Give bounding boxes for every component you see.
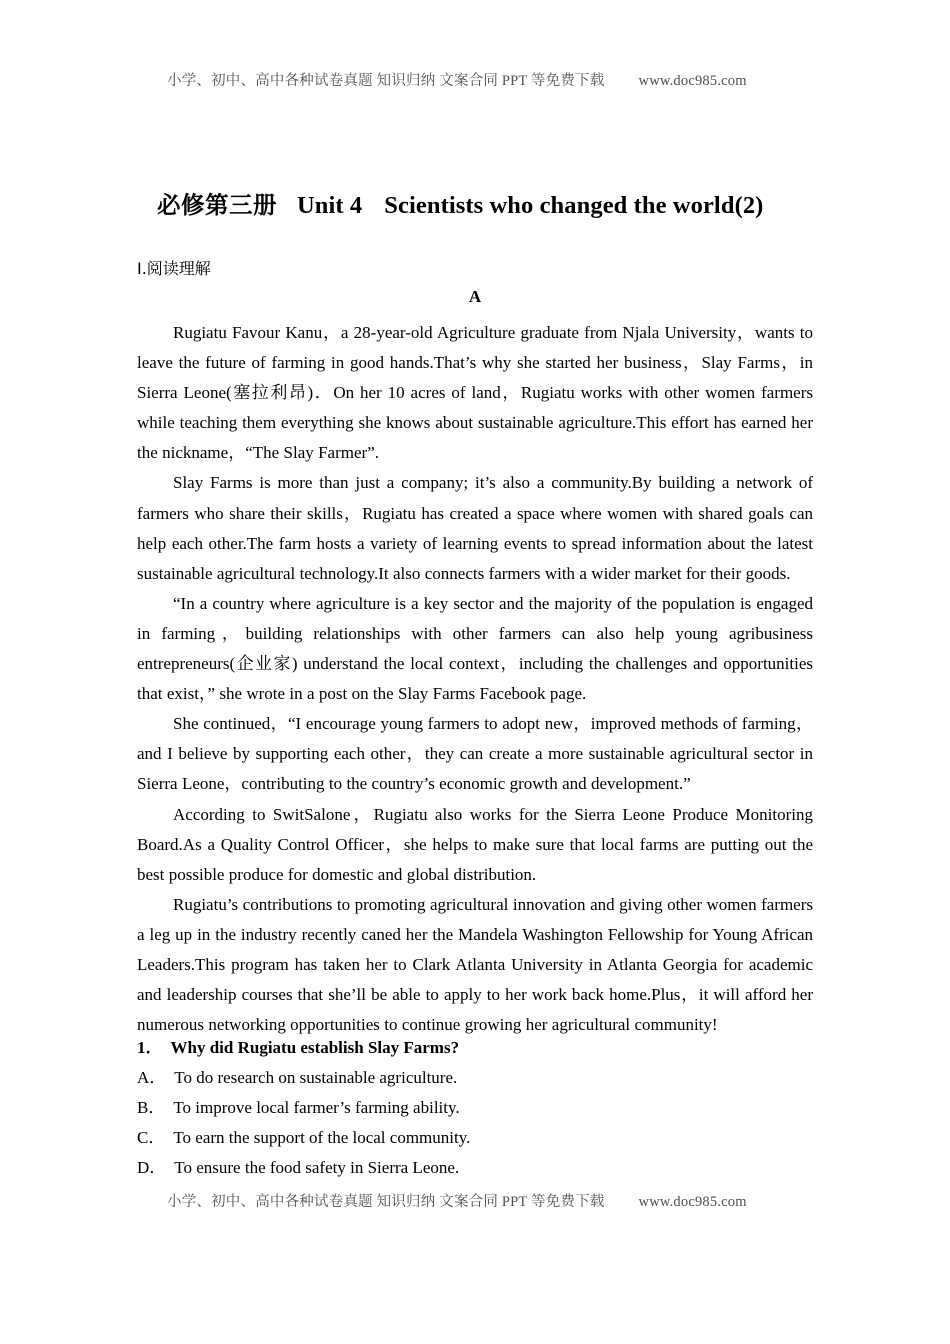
question-option-d[interactable] — [137, 1153, 813, 1183]
passage-paragraph: Slay Farms is more than just a company; it’s also a community.By building a network of farmers who share their skills，Rugiatu has created a space where women with shared goals can help each other.The farm hosts a variety of learning events to spread information about the latest sustainable agricultural technology.It also connects farmers with a wider market for their goods. — [137, 473, 813, 583]
passage-paragraph: Rugiatu Favour Kanu，a 28-year-old Agriculture graduate from Njala University，wants to leave the future of farming in good hands.That’s why she started her business，Slay Farms，in Sierra Leone(塞拉利昂)．On her 10 acres of land，Rugiatu works with other women farmers while teaching them everything she knows about sustainable agriculture.This effort has earned her the nickname，“The Slay Farmer”. — [137, 323, 813, 463]
header-watermark-text: 小学、初中、高中各种试卷真题 知识归纳 文案合同 PPT 等免费下载 — [167, 73, 605, 89]
footer-watermark-url: www.doc985.com — [638, 1194, 747, 1210]
section-heading — [137, 256, 211, 279]
question-stem-text: Why did Rugiatu establish Slay Farms? — [170, 1038, 460, 1057]
footer-watermark-text: 小学、初中、高中各种试卷真题 知识归纳 文案合同 PPT 等免费下载 — [167, 1194, 605, 1210]
question-number: 1． — [137, 1038, 163, 1057]
passage-body — [137, 318, 813, 1040]
header-watermark-url: www.doc985.com — [638, 73, 747, 89]
option-text-c: To earn the support of the local community. — [173, 1128, 471, 1148]
page-title — [157, 186, 857, 220]
option-key-b: B． — [137, 1098, 166, 1118]
option-key-d: D． — [137, 1158, 167, 1178]
option-key-c: C． — [137, 1128, 166, 1148]
option-key-a: A． — [137, 1068, 167, 1088]
question-block — [137, 1033, 813, 1183]
passage-paragraph: She continued，“I encourage young farmers to adopt new，improved methods of farming，and I believe by supporting each other，they can create a more sustainable agricultural sector in Sierra Leone，contributing to the country’s economic growth and development.” — [137, 714, 813, 794]
question-option-b[interactable] — [137, 1093, 813, 1123]
title-unit: Unit 4 — [297, 192, 363, 220]
section-heading-label: Ⅰ.阅读理解 — [137, 259, 211, 278]
header-watermark — [0, 69, 950, 90]
passage-paragraph: According to SwitSalone，Rugiatu also works for the Sierra Leone Produce Monitoring Board.As a Quality Control Officer，she helps to make sure that local farms are putting out the best possible produce for domestic and global distribution. — [137, 804, 813, 884]
option-text-a: To do research on sustainable agriculture. — [174, 1068, 458, 1088]
passage-paragraph: Rugiatu’s contributions to promoting agricultural innovation and giving other women farmers a leg up in the industry recently caned her the Mandela Washington Fellowship for Young African Leaders.This program has taken her to Clark Atlanta University in Atlanta Georgia for academic and leadership courses that she’ll be able to apply to her work back home.Plus，it will afford her numerous networking opportunities to continue growing her agricultural community! — [137, 894, 813, 1035]
question-option-c[interactable] — [137, 1123, 813, 1153]
passage-paragraph: “In a country where agriculture is a key sector and the majority of the population is engaged in farming，building relationships with other farmers can also help young agribusiness entrepreneurs(企业家) understand the local context，including the challenges and opportunities that exist，” she wrote in a post on the Slay Farms Facebook page. — [137, 593, 813, 704]
option-text-d: To ensure the food safety in Sierra Leone. — [174, 1158, 460, 1178]
question-option-a[interactable] — [137, 1063, 813, 1093]
title-topic: Scientists who changed the world(2) — [384, 192, 764, 220]
passage-label: A — [468, 287, 482, 306]
footer-watermark — [0, 1190, 950, 1211]
title-book: 必修第三册 — [157, 191, 277, 220]
option-text-b: To improve local farmer’s farming ability. — [173, 1098, 460, 1118]
question-stem — [137, 1033, 813, 1063]
